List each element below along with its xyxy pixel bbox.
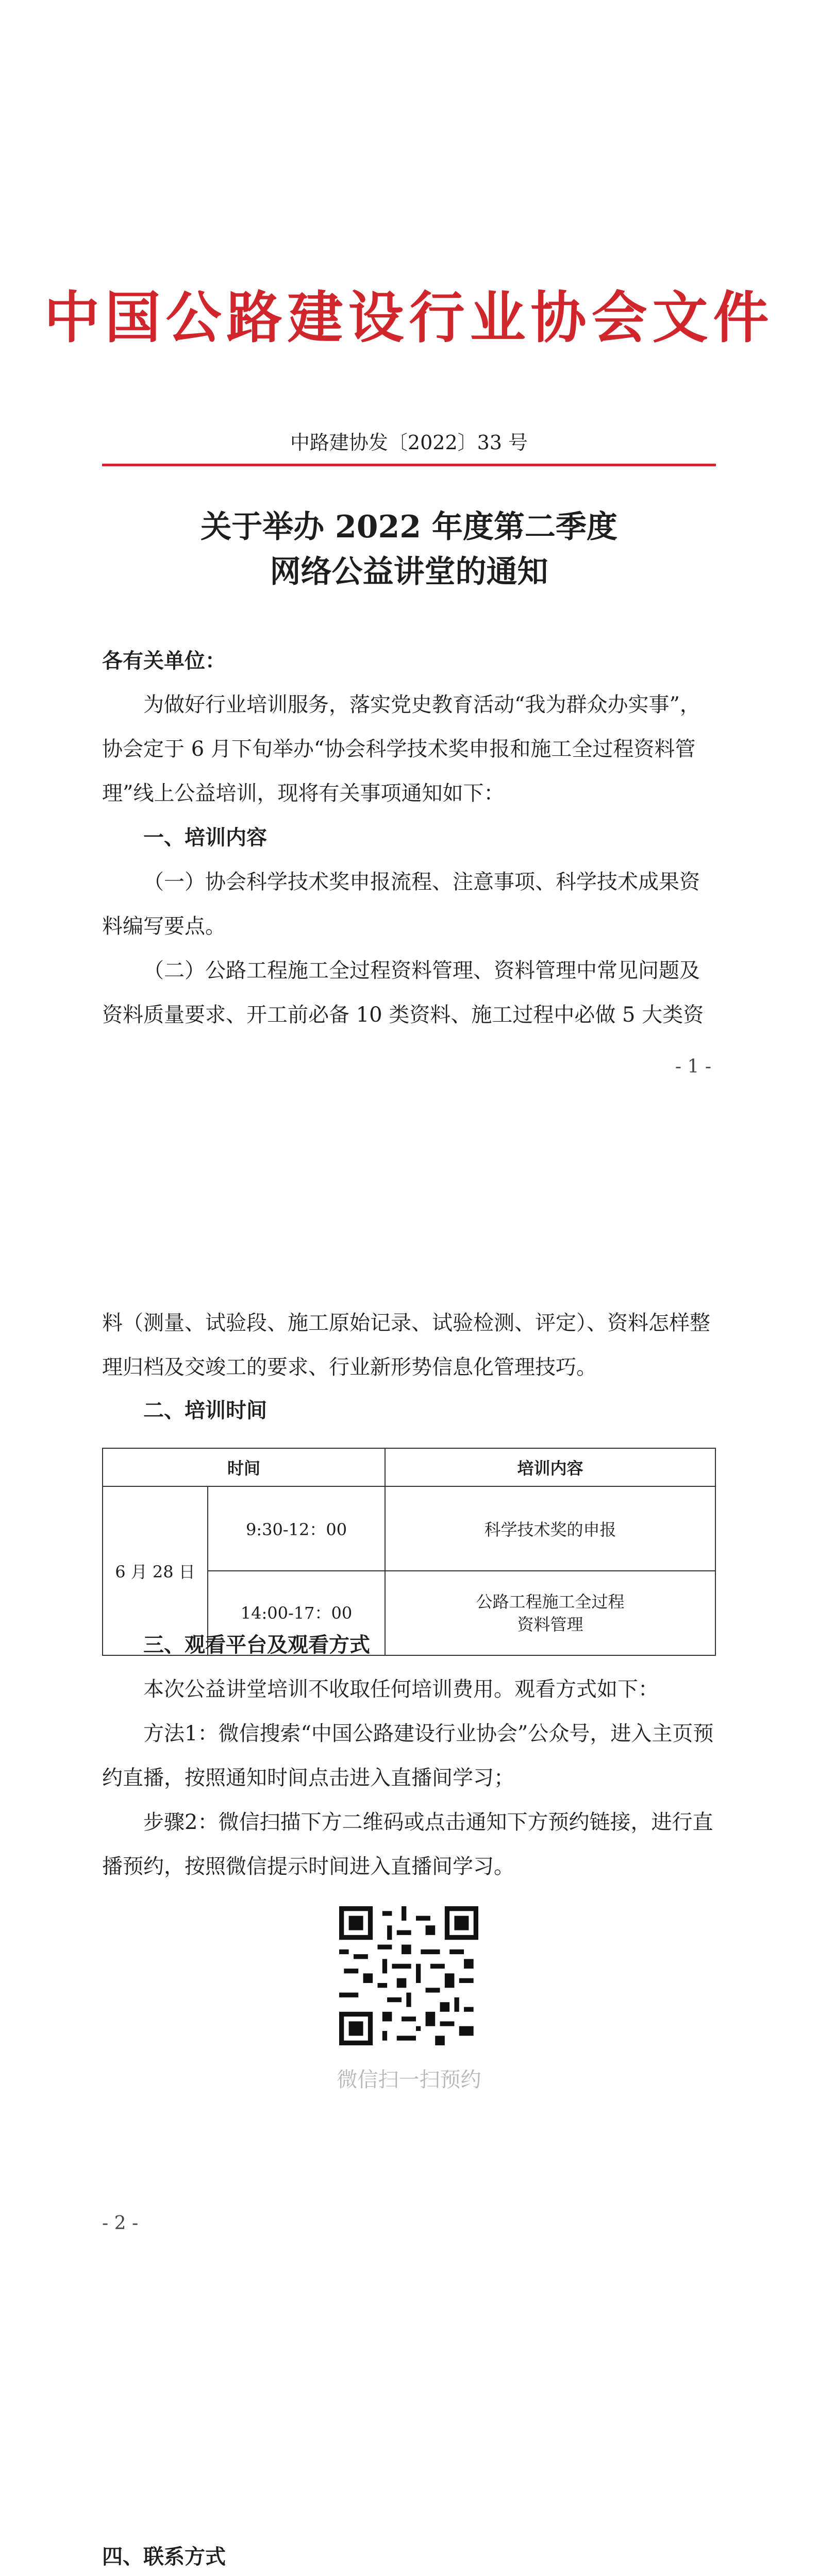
issuer-title: 中国公路建设行业协会文件 <box>44 285 774 350</box>
red-divider <box>102 464 716 466</box>
col-content-header: 培训内容 <box>385 1448 715 1486</box>
page-1 <box>0 0 818 1113</box>
qr-code[interactable] <box>339 1906 478 2045</box>
section2-heading: 二、培训时间 <box>143 1398 267 1422</box>
section1-heading: 一、培训内容 <box>143 825 267 850</box>
time-cell: 9:30-12：00 <box>208 1486 385 1571</box>
document-number: 中路建协发〔2022〕33 号 <box>290 431 528 454</box>
qr-caption: 微信扫一扫预约 <box>337 2068 481 2092</box>
intro-paragraph: 为做好行业培训服务，落实党史教育活动“我为群众办实事”，协会定于 6 月下旬举办“协会科学技术奖申报和施工全过程资料管理”线上公益培训，现将有关事项通知如下： <box>102 693 700 805</box>
section1-item2: （二）公路工程施工全过程资料管理、资料管理中常见问题及资料质量要求、开工前必备 10 类资料、施工过程中必做 5 大类资 <box>102 959 704 1027</box>
page-number: - 2 - <box>102 2213 139 2234</box>
section1-item2-continued: 料（测量、试验段、施工原始记录、试验检测、评定）、资料怎样整理归档及交竣工的要求、行业新形势信息化管理技巧。 <box>102 1311 710 1379</box>
time-cell: 14:00-17：00 <box>208 1571 385 1655</box>
section3-paragraph2: 方法1：微信搜索“中国公路建设行业协会”公众号，进入主页预约直播，按照通知时间点击进入直播间学习； <box>102 1722 714 1790</box>
section4-heading: 四、联系方式 <box>102 2545 226 2569</box>
date-cell: 6 月 28 日 <box>103 1486 208 1655</box>
content-cell: 科学技术奖的申报 <box>385 1486 715 1571</box>
content-line: 资料管理 <box>517 1615 583 1634</box>
notice-title-line1: 关于举办 2022 年度第二季度 <box>201 509 617 545</box>
col-time-header: 时间 <box>103 1448 385 1486</box>
content-line: 公路工程施工全过程 <box>476 1592 625 1612</box>
section1-item1: （一）协会科学技术奖申报流程、注意事项、科学技术成果资料编写要点。 <box>102 870 700 938</box>
notice-title-line2: 网络公益讲堂的通知 <box>270 554 548 590</box>
salutation: 各有关单位： <box>102 649 226 673</box>
section3-paragraph3: 步骤2：微信扫描下方二维码或点击通知下方预约链接，进行直播预约，按照微信提示时间进入直播间学习。 <box>102 1810 713 1878</box>
page-number: - 1 - <box>675 1056 711 1077</box>
section3-heading: 三、观看平台及观看方式 <box>143 1633 370 1657</box>
section3-paragraph1: 本次公益讲堂培训不收取任何培训费用。观看方式如下： <box>143 1677 659 1701</box>
